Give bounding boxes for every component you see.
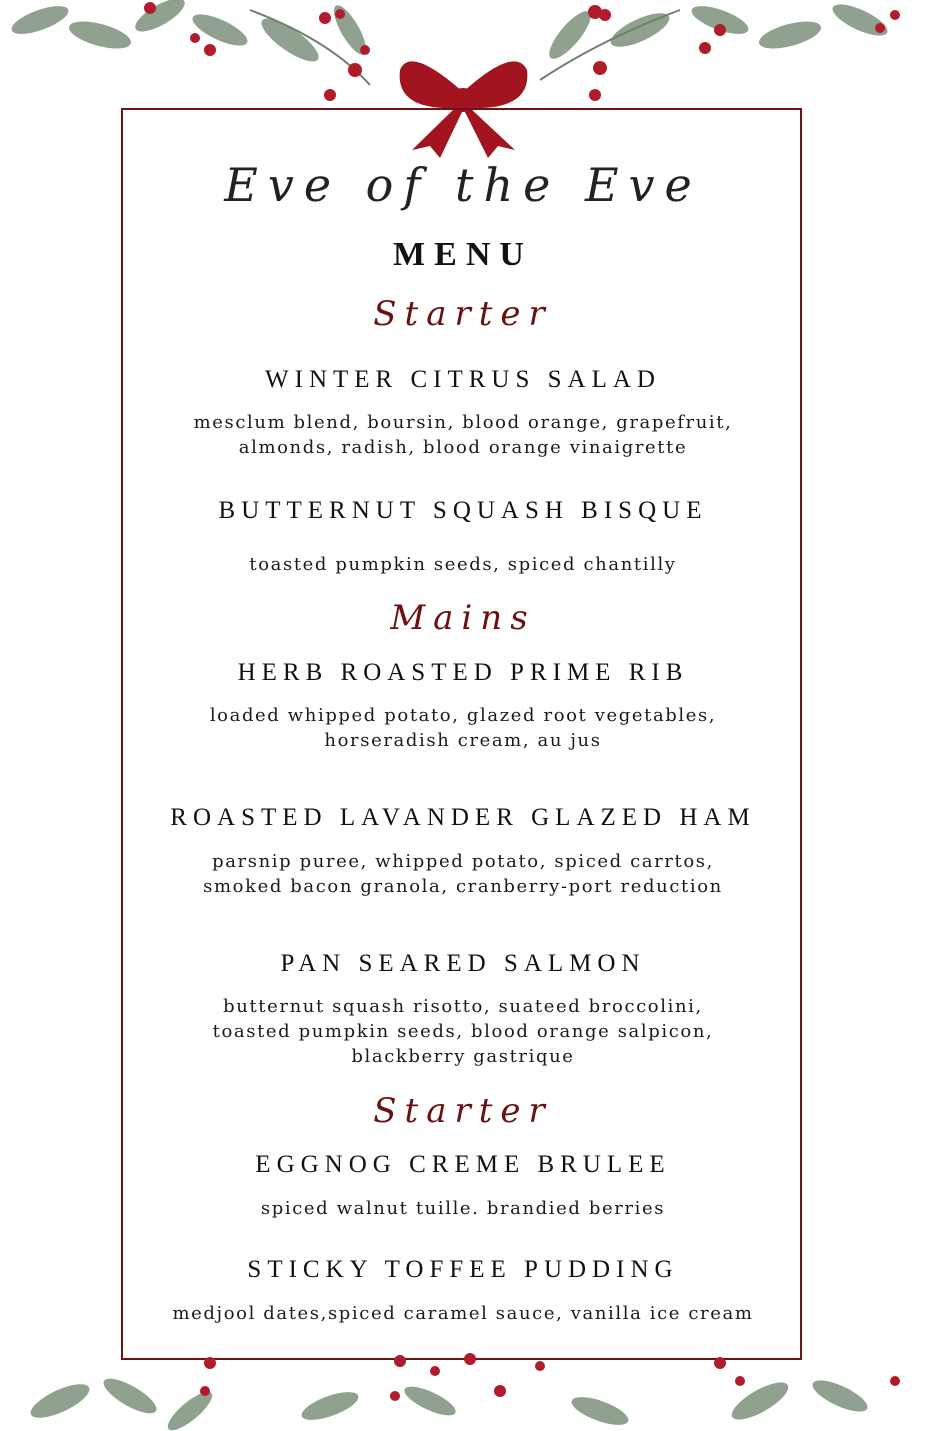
section-heading-dessert: Starter [373,1091,553,1131]
menu-title: MENU [393,236,533,273]
dish-description: mesclum blend, boursin, blood orange, grapefruit, almonds, radish, blood orange vinaigrette [193,412,733,458]
dish-name: HERB ROASTED PRIME RIB [237,659,689,686]
dish-description: parsnip puree, whipped potato, spiced carrtos, smoked bacon granola, cranberry-port reduction [203,851,723,897]
dish-name: WINTER CITRUS SALAD [265,366,661,393]
dish-description: spiced walnut tuille. brandied berries [260,1198,666,1219]
section-heading-starter: Starter [373,294,553,334]
dish-description: butternut squash risotto, suateed broccolini, toasted pumpkin seeds, blood orange salpicon, blackberry gastrique [212,996,714,1067]
event-title: Eve of the Eve [224,158,702,212]
dish-name: EGGNOG CREME BRULEE [255,1151,671,1178]
dish-description: loaded whipped potato, glazed root vegetables, horseradish cream, au jus [209,705,717,751]
section-heading-mains: Mains [390,598,536,638]
dish-name: PAN SEARED SALMON [280,950,646,977]
dish-description: toasted pumpkin seeds, spiced chantilly [249,554,677,575]
bottom-floral-decoration [0,1351,926,1431]
dish-description: medjool dates,spiced caramel sauce, vanilla ice cream [172,1303,754,1324]
dish-name: BUTTERNUT SQUASH BISQUE [218,497,708,524]
dish-name: STICKY TOFFEE PUDDING [247,1256,679,1283]
dish-name: ROASTED LAVANDER GLAZED HAM [170,804,756,831]
